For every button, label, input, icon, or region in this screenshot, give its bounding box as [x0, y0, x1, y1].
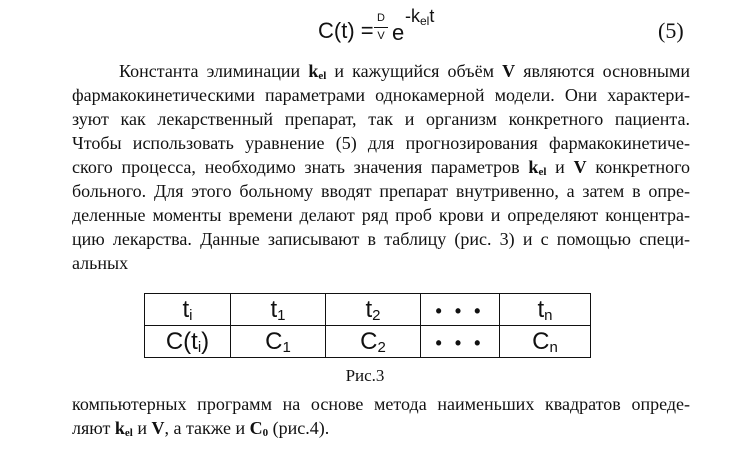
data-table	[144, 293, 591, 358]
cell-sub: i	[189, 306, 193, 324]
cell-sub: n	[544, 306, 553, 324]
paragraph-line: компьютерных программ на основе метода наименьших квадратов опреде-	[72, 394, 690, 414]
ellipsis: • • •	[435, 300, 485, 321]
cell-base: t	[365, 295, 373, 323]
symbol-k: k	[528, 157, 539, 177]
formula-lhs: C(t) =	[318, 18, 374, 43]
paragraph-line	[72, 155, 690, 179]
text-run: и	[546, 157, 574, 177]
cell-tail: )	[201, 327, 210, 355]
cell-base: t	[270, 295, 278, 323]
cell-base: t	[182, 295, 190, 323]
equation-number: (5)	[658, 18, 684, 43]
table-cell	[145, 294, 231, 326]
table-cell	[326, 294, 421, 326]
cell-sub: 2	[377, 338, 386, 356]
exp-var: t	[429, 6, 435, 26]
text-run: и кажущийся объём	[326, 61, 503, 81]
paragraph-line: зуют как лекарственный препарат, так и организм конкретного пациента.	[72, 109, 690, 129]
symbol-v: V	[151, 418, 165, 438]
formula-exponent	[405, 6, 434, 28]
fraction-denominator: V	[377, 30, 385, 42]
formula-base: e	[392, 20, 405, 45]
symbol-c0-sub: 0	[262, 427, 269, 439]
cell-base: t	[537, 295, 545, 323]
table-cell	[326, 326, 421, 358]
paragraph-line	[72, 416, 690, 440]
paragraph-main	[72, 59, 690, 275]
symbol-k-sub: el	[538, 166, 547, 178]
text-run: (рис.4).	[268, 418, 330, 438]
fraction-numerator: D	[377, 12, 385, 24]
symbol-v: V	[573, 157, 587, 177]
formula-fraction	[374, 12, 388, 43]
paragraph-line: Чтобы использовать уравнение (5) для прогнозирования фармакокинетиче-	[72, 133, 690, 153]
symbol-c0: C	[249, 418, 263, 438]
cell-sub: 2	[372, 306, 381, 324]
symbol-k-sub: el	[318, 70, 327, 82]
table-cell	[231, 294, 326, 326]
exp-sign: -k	[405, 6, 420, 26]
cell-sub: n	[549, 338, 558, 356]
formula-5	[0, 6, 730, 50]
symbol-v: V	[502, 61, 516, 81]
table-cell	[500, 326, 591, 358]
text-run: , а также и	[164, 418, 250, 438]
table-row	[145, 294, 591, 326]
cell-base: C	[360, 327, 378, 355]
exp-sub: el	[420, 14, 430, 28]
table-cell	[231, 326, 326, 358]
text-run: являются основными	[515, 61, 690, 81]
text-run: Константа элиминации	[119, 61, 309, 81]
cell-base: C	[532, 327, 550, 355]
paragraph-line	[72, 59, 690, 83]
text-run: конкретного	[586, 157, 691, 177]
symbol-k: k	[114, 418, 125, 438]
cell-base: C(t	[165, 327, 198, 355]
symbol-k-sub: el	[124, 427, 133, 439]
cell-base: C	[265, 327, 283, 355]
text-run: и	[132, 418, 152, 438]
ellipsis: • • •	[435, 332, 485, 353]
text-run: ского процесса, необходимо знать значения параметров	[72, 157, 529, 177]
fraction-bar	[374, 27, 388, 28]
paragraph-line: фармакокинетическими параметрами однокамерной модели. Они характери-	[72, 85, 690, 105]
paragraph-line: цию лекарства. Данные записывают в таблицу (рис. 3) и с помощью специ-	[72, 229, 690, 249]
table-cell	[145, 326, 231, 358]
figure-caption: Рис.3	[345, 366, 385, 385]
table-cell	[421, 326, 500, 358]
paragraph-line: деленные моменты времени делают ряд проб крови и определяют концентра-	[72, 205, 690, 225]
symbol-k: k	[308, 61, 319, 81]
paragraph-line: альных	[72, 253, 129, 273]
paragraph-line: больного. Для этого больному вводят препарат внутривенно, а затем в опре-	[72, 181, 690, 201]
table-row	[145, 326, 591, 358]
table-cell	[500, 294, 591, 326]
text-run: ляют	[72, 418, 115, 438]
cell-sub: i	[197, 338, 202, 356]
cell-sub: 1	[282, 338, 291, 356]
cell-sub: 1	[277, 306, 286, 324]
table-cell	[421, 294, 500, 326]
paragraph-continued	[72, 392, 690, 440]
